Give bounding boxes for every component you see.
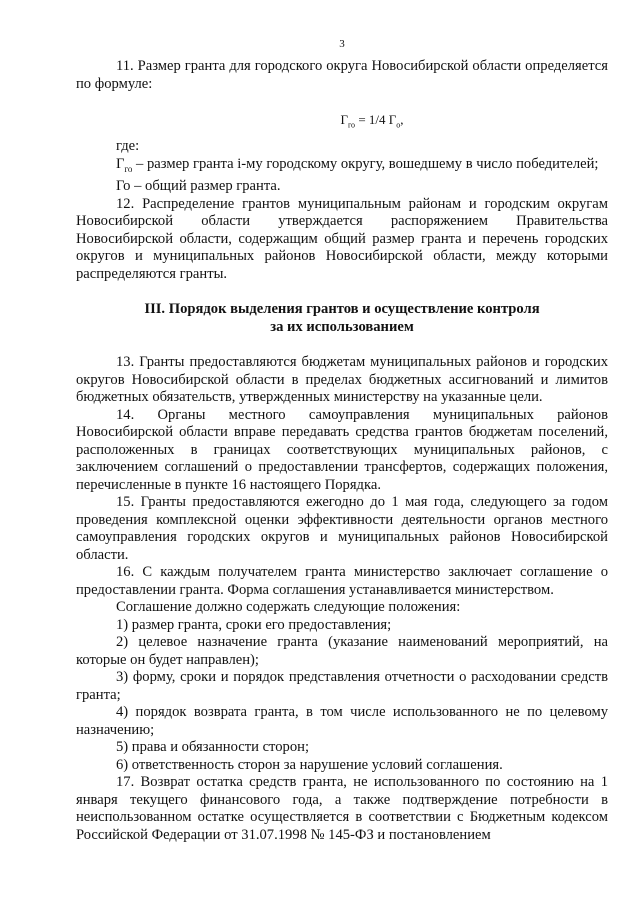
definition-2: Го – общий размер гранта. (116, 178, 281, 194)
paragraph-16-intro: Соглашение должно содержать следующие положения: (116, 599, 461, 615)
list-item-6: 6) ответственность сторон за нарушение условий соглашения. (116, 756, 503, 773)
paragraph-11: 11. Размер гранта для городского округа Новосибирской области определяется по формуле: (76, 58, 608, 92)
document-body (76, 58, 608, 844)
list-item-5: 5) права и обязанности сторон; (116, 739, 309, 755)
paragraph-13: 13. Гранты предоставляются бюджетам муниципальных районов и городских округов Новосибирской области в пределах бюджетных ассигнований и лимитов бюджетных обязательств, утвержденных министерству на указанные цели. (76, 354, 608, 405)
page-number: 3 (339, 38, 345, 50)
paragraph-14: 14. Органы местного самоуправления муниципальных районов Новосибирской области вправе передавать средства грантов бюджетам поселений, расположенных в границах соответствующих муниципальных районов, с заключением соглашений о предоставлении трансфертов, содержащих положения, перечисленные в пункте 16 настоящего Порядка. (76, 406, 608, 493)
list-item-3: 3) форму, сроки и порядок представления отчетности о расходовании средств гранта; (76, 669, 608, 703)
definition-1-symbol: Г (116, 155, 125, 172)
definition-1-text: – размер гранта i-му городскому округу, вошедшему в число победителей; (132, 155, 599, 172)
definition-1-subscript: го (124, 163, 133, 174)
paragraph-12: 12. Распределение грантов муниципальным районам и городским округам Новосибирской области утверждается распоряжением Правительства Новосибирской области, содержащим общий размер гранта и перечень городских округов и муниципальных районов Новосибирской области, между которыми распределяются гранты. (76, 195, 608, 282)
formula-subscript-o: о (396, 120, 401, 130)
paragraph-15: 15. Гранты предоставляются ежегодно до 1 мая года, следующего за годом проведения комплексной оценки эффективности деятельности органов местного самоуправления городских округов и муниципальных районов Новосибирской области. (76, 494, 608, 563)
grant-formula (76, 111, 608, 134)
formula-end: , (400, 112, 404, 127)
where-label: где: (116, 138, 140, 155)
section-heading-line-2: за их использованием (270, 318, 414, 335)
section-heading-line-1: III. Порядок выделения грантов и осуществление контроля (144, 301, 540, 317)
list-item-1: 1) размер гранта, сроки его предоставления; (116, 616, 392, 633)
definition-1 (76, 156, 608, 178)
paragraph-16: 16. С каждым получателем гранта министерство заключает соглашение о предоставлении гранта. Форма соглашения устанавливается министерством. (76, 564, 608, 598)
list-item-2: 2) целевое назначение гранта (указание наименований мероприятий, на которые он будет направлен); (76, 634, 608, 668)
formula-middle: = 1/4 Г (355, 112, 397, 127)
section-heading (76, 301, 608, 336)
formula-subscript-go: го (347, 120, 356, 130)
list-item-4: 4) порядок возврата гранта, в том числе использованного не по целевому назначению; (76, 704, 608, 738)
formula-symbol: Г (340, 112, 348, 127)
paragraph-17: 17. Возврат остатка средств гранта, не использованного по состоянию на 1 января текущего финансового года, а также подтверждение потребности в неиспользованном остатке осуществляется в соответствии с Бюджетным кодексом Российской Федерации от 31.07.1998 № 145-ФЗ и постановлением (76, 774, 608, 843)
